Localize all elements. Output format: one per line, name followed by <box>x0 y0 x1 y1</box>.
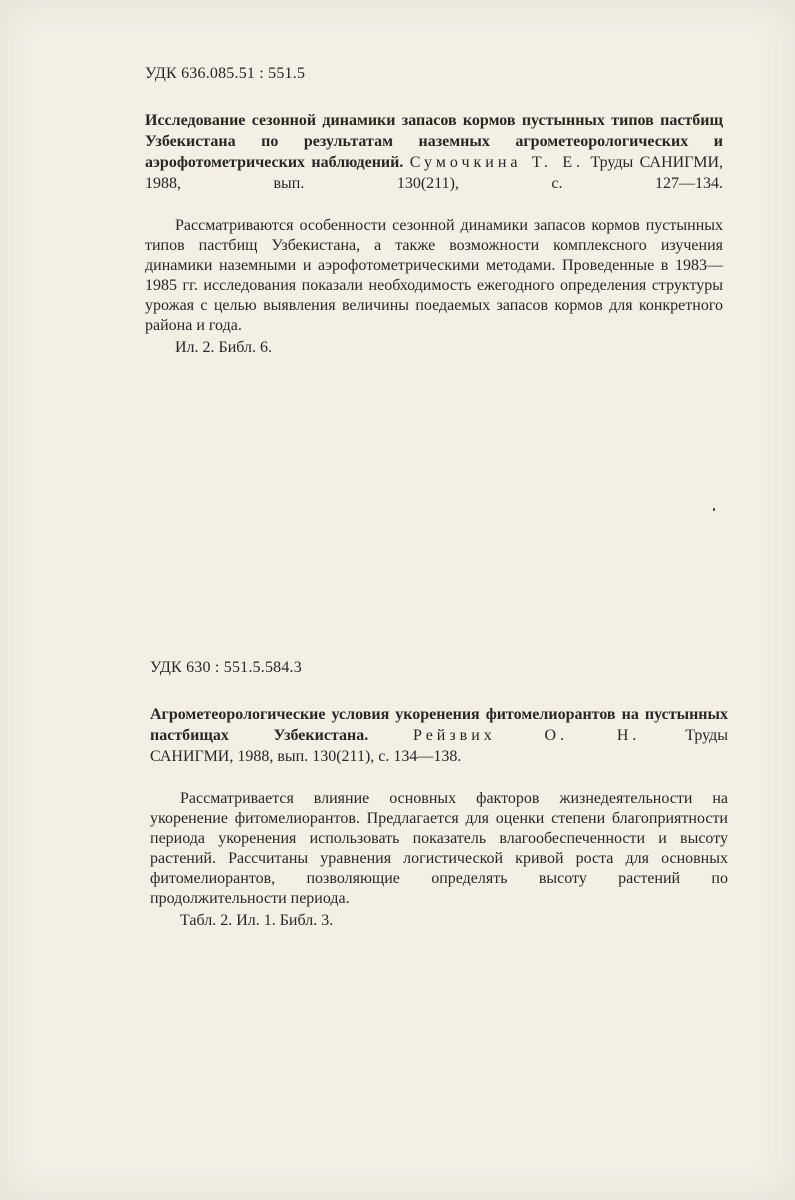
abstract-title: Исследование сезонной динамики запасов кормов пустынных типов пастбищ Узбекистана по результатам наземных агрометеорологических и аэрофотометрических наблюдений. <box>145 112 723 171</box>
bibliographic-counts: Ил. 2. Библ. 6. <box>175 339 273 356</box>
source: Труды <box>685 727 729 744</box>
author: Рейзвих О. Н. <box>413 727 641 744</box>
citation <box>150 704 728 746</box>
abstract-title: Агрометеорологические условия укоренения фитомелиорантов на пустынных пастбищах Узбекистана. <box>150 706 728 744</box>
abstract-2 <box>150 658 728 931</box>
abstract-1 <box>145 64 723 358</box>
udc-code: УДК 636.085.51 : 551.5 <box>145 65 306 82</box>
udc-code: УДК 630 : 551.5.584.3 <box>150 659 302 676</box>
abstract-summary: Рассматриваются особенности сезонной динамики запасов кормов пустынных типов пастбищ Узбекистана, а также возможности комплексного изучения динамики наземными и аэрофотометрическими методами. Проведенные в 1983—1985 гг. исследования показали необходимость ежегодного определения структуры урожая с целью выявления величины поедаемых запасов кормов для конкретного района и года. <box>145 217 723 334</box>
citation <box>145 110 723 194</box>
source-continuation: САНИГМИ, 1988, вып. 130(211), с. 134—138. <box>150 748 462 765</box>
print-speck <box>713 508 715 511</box>
bibliographic-counts: Табл. 2. Ил. 1. Библ. 3. <box>180 912 334 929</box>
author: Сумочкина Т. Е. <box>409 154 585 171</box>
source: Труды САНИГМИ, 1988, вып. 130(211), с. 127—134. <box>145 154 723 192</box>
abstract-summary: Рассматривается влияние основных факторов жизнедеятельности на укоренение фитомелиорантов. Предлагается для оценки степени благоприятности периода укоренения использовать показатель влагообеспеченности и высоту растений. Рассчитаны уравнения логистической кривой роста для основных фитомелиорантов, позволяющие определять высоту растений по продолжительности периода. <box>150 790 728 907</box>
